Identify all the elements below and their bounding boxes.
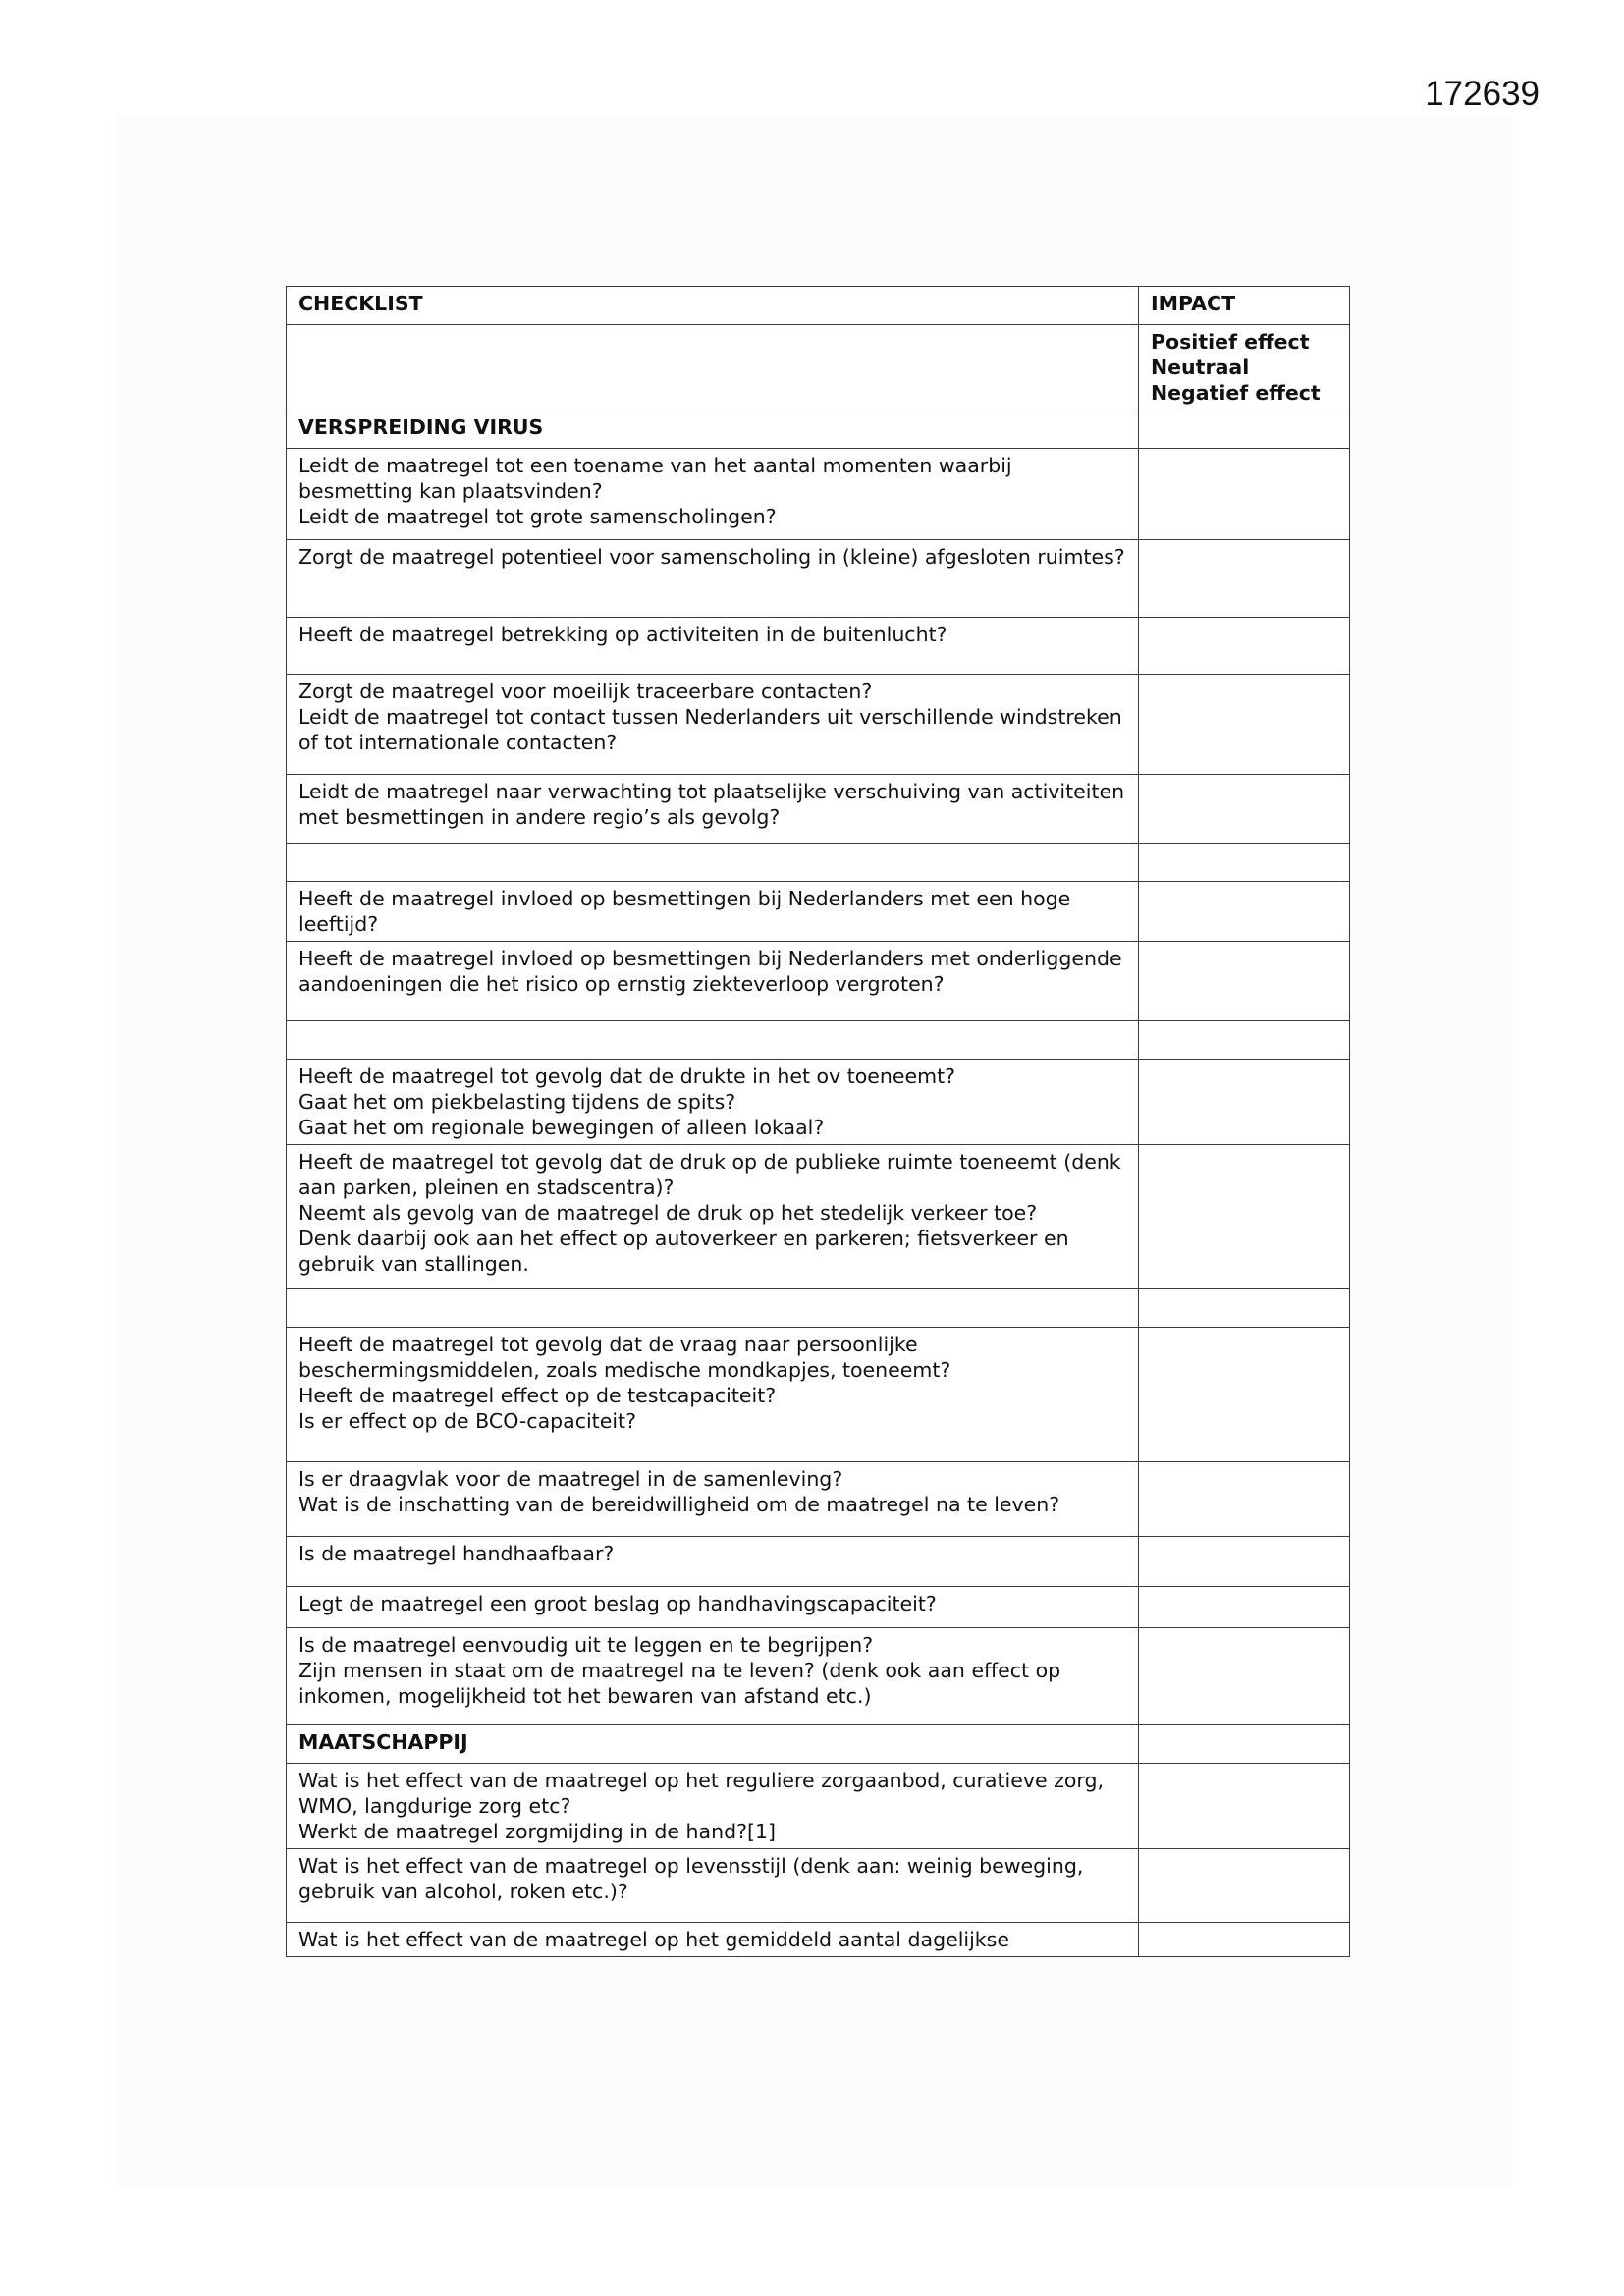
impact-cell[interactable] (1139, 1587, 1350, 1628)
question-cell: Is de maatregel handhaafbaar? (287, 1537, 1139, 1587)
impact-cell[interactable] (1139, 1764, 1350, 1849)
impact-cell[interactable] (1139, 618, 1350, 675)
impact-cell (1139, 1725, 1350, 1764)
table-row (287, 1060, 1350, 1145)
table-row (287, 618, 1350, 675)
empty-cell (287, 325, 1139, 410)
table-row (287, 775, 1350, 844)
section-title: VERSPREIDING VIRUS (287, 410, 1139, 449)
empty-cell (287, 844, 1139, 882)
table-row (287, 1462, 1350, 1537)
impact-cell (1139, 844, 1350, 882)
impact-cell[interactable] (1139, 1923, 1350, 1957)
table-row (287, 1537, 1350, 1587)
table-row (287, 882, 1350, 942)
impact-cell[interactable] (1139, 540, 1350, 618)
impact-cell[interactable] (1139, 882, 1350, 942)
empty-cell (287, 1021, 1139, 1060)
question-cell: Wat is het effect van de maatregel op het gemiddeld aantal dagelijkse (287, 1923, 1139, 1957)
question-cell: Is er draagvlak voor de maatregel in de samenleving? Wat is de inschatting van de bereidwilligheid om de maatregel na te leven? (287, 1462, 1139, 1537)
impact-cell[interactable] (1139, 1060, 1350, 1145)
blank-row (287, 1289, 1350, 1328)
blank-row (287, 1021, 1350, 1060)
impact-cell[interactable] (1139, 1628, 1350, 1725)
section-row (287, 410, 1350, 449)
checklist-header: CHECKLIST (287, 287, 1139, 325)
impact-cell (1139, 1289, 1350, 1328)
blank-row (287, 844, 1350, 882)
table-row (287, 1328, 1350, 1462)
impact-cell[interactable] (1139, 1537, 1350, 1587)
section-title: MAATSCHAPPIJ (287, 1725, 1139, 1764)
checklist-table (286, 286, 1350, 1957)
question-cell: Is de maatregel eenvoudig uit te leggen en te begrijpen? Zijn mensen in staat om de maatregel na te leven? (denk ook aan effect op inkomen, mogelijkheid tot het bewaren van afstand etc.) (287, 1628, 1139, 1725)
impact-cell (1139, 1021, 1350, 1060)
question-cell: Heeft de maatregel tot gevolg dat de vraag naar persoonlijke beschermingsmiddelen, zoals medische mondkapjes, toeneemt? Heeft de maatregel effect op de testcapaciteit? Is er effect op de BCO-capaciteit? (287, 1328, 1139, 1462)
question-cell: Heeft de maatregel invloed op besmettingen bij Nederlanders met onderliggende aandoeningen die het risico op ernstig ziekteverloop vergroten? (287, 942, 1139, 1021)
question-cell: Heeft de maatregel tot gevolg dat de drukte in het ov toeneemt? Gaat het om piekbelasting tijdens de spits? Gaat het om regionale bewegingen of alleen lokaal? (287, 1060, 1139, 1145)
impact-cell (1139, 410, 1350, 449)
impact-header: IMPACT (1139, 287, 1350, 325)
table-row (287, 1923, 1350, 1957)
table-row (287, 1628, 1350, 1725)
question-cell: Legt de maatregel een groot beslag op handhavingscapaciteit? (287, 1587, 1139, 1628)
question-cell: Wat is het effect van de maatregel op het reguliere zorgaanbod, curatieve zorg, WMO, langdurige zorg etc? Werkt de maatregel zorgmijding in de hand?[1] (287, 1764, 1139, 1849)
impact-cell[interactable] (1139, 1328, 1350, 1462)
impact-cell[interactable] (1139, 775, 1350, 844)
impact-options-row (287, 325, 1350, 410)
question-cell: Leidt de maatregel naar verwachting tot plaatselijke verschuiving van activiteiten met besmettingen in andere regio’s als gevolg? (287, 775, 1139, 844)
table-row (287, 540, 1350, 618)
table-row (287, 942, 1350, 1021)
table-row (287, 1764, 1350, 1849)
impact-cell[interactable] (1139, 1145, 1350, 1289)
empty-cell (287, 1289, 1139, 1328)
impact-cell[interactable] (1139, 942, 1350, 1021)
impact-cell[interactable] (1139, 1849, 1350, 1923)
table-row (287, 449, 1350, 540)
impact-options: Positief effect Neutraal Negatief effect (1139, 325, 1350, 410)
table-row (287, 1849, 1350, 1923)
section-row (287, 1725, 1350, 1764)
impact-cell[interactable] (1139, 675, 1350, 775)
question-cell: Heeft de maatregel betrekking op activiteiten in de buitenlucht? (287, 618, 1139, 675)
table-row (287, 675, 1350, 775)
impact-cell[interactable] (1139, 1462, 1350, 1537)
question-cell: Zorgt de maatregel voor moeilijk traceerbare contacten? Leidt de maatregel tot contact tussen Nederlanders uit verschillende windstreken of tot internationale contacten? (287, 675, 1139, 775)
impact-cell[interactable] (1139, 449, 1350, 540)
question-cell: Zorgt de maatregel potentieel voor samenscholing in (kleine) afgesloten ruimtes? (287, 540, 1139, 618)
question-cell: Heeft de maatregel tot gevolg dat de druk op de publieke ruimte toeneemt (denk aan parken, pleinen en stadscentra)? Neemt als gevolg van de maatregel de druk op het stedelijk verkeer toe? Denk daarbij ook aan het effect op autoverkeer en parkeren; fietsverkeer en gebruik van stallingen. (287, 1145, 1139, 1289)
table-header-row (287, 287, 1350, 325)
question-cell: Wat is het effect van de maatregel op levensstijl (denk aan: weinig beweging, gebruik van alcohol, roken etc.)? (287, 1849, 1139, 1923)
question-cell: Leidt de maatregel tot een toename van het aantal momenten waarbij besmetting kan plaatsvinden? Leidt de maatregel tot grote samenscholingen? (287, 449, 1139, 540)
table-row (287, 1145, 1350, 1289)
question-cell: Heeft de maatregel invloed op besmettingen bij Nederlanders met een hoge leeftijd? (287, 882, 1139, 942)
table-row (287, 1587, 1350, 1628)
document-id: 172639 (1425, 75, 1540, 113)
